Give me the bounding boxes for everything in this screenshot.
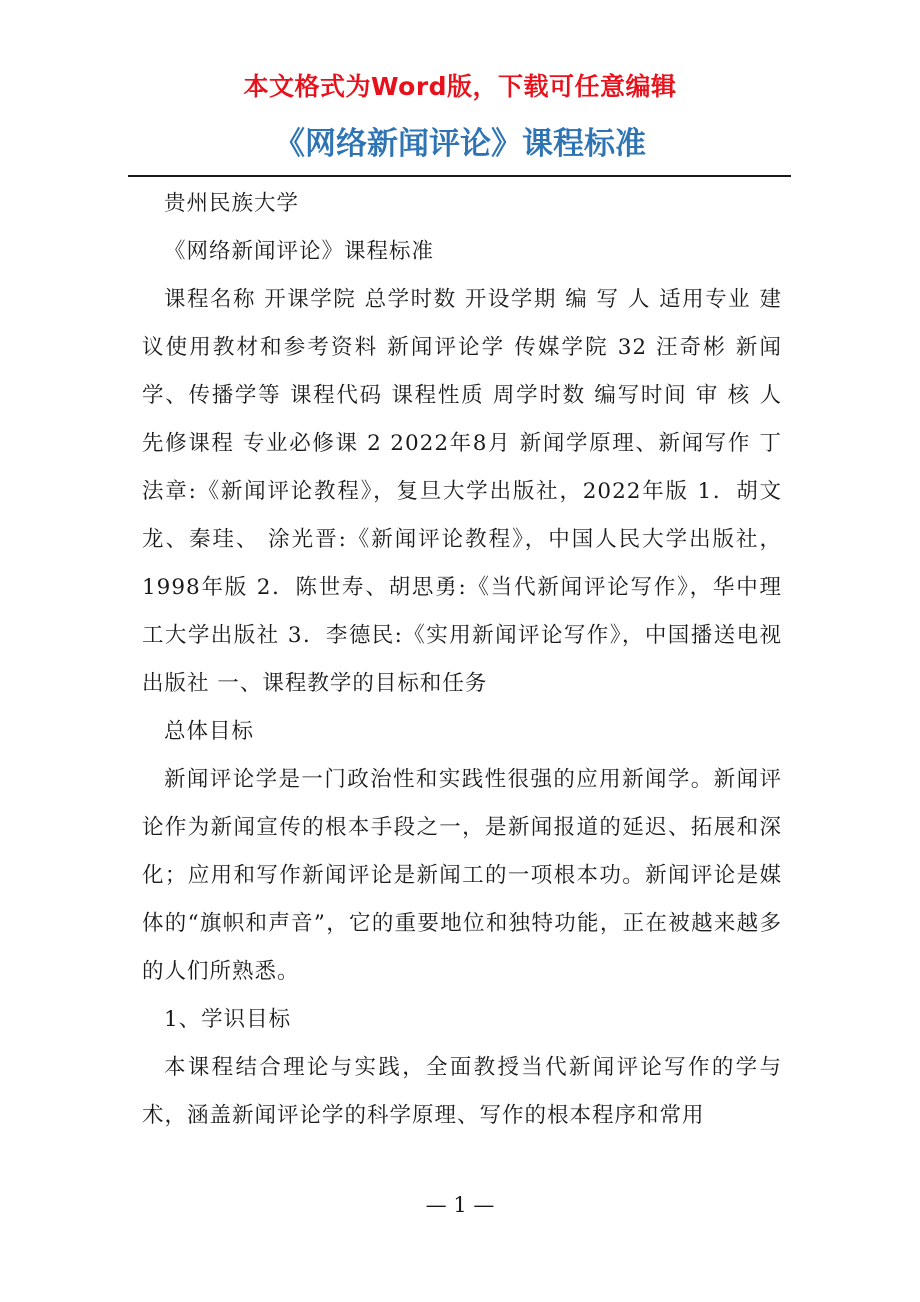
page-number: — 1 — [425,1193,495,1217]
university-name: 贵州民族大学 [164,191,300,216]
section-heading-knowledge-goal: 1、学识目标 [164,1007,292,1032]
course-info-paragraph: 课程名称 开课学院 总学时数 开设学期 编 写 人 适用专业 建议使用教材和参考资料 新闻评论学 传媒学院 32 汪奇彬 新闻学、传播学等 课程代码 课程性质 周学时数 编写时间 审 核 人 先修课程 专业必修课 2 2022年8月 新闻学原理、新闻写作 丁法章:《新闻评论教程》，复旦大学出版社，2022年版 1．胡文龙、秦珪、 涂光晋:《新闻评论教程》，中国人民大学出版社， 1998年版 2．陈世寿、胡思勇:《当代新闻评论写作》，华中理工大学出版社 3．李德民:《实用新闻评论写作》，中国播送电视出版社 一、课程教学的目标和任务 [142,287,782,696]
document-title: 《网络新闻评论》课程标准 [274,126,646,162]
knowledge-goal-paragraph: 本课程结合理论与实践，全面教授当代新闻评论写作的学与术，涵盖新闻评论学的科学原理、写作的根本程序和常用 [142,1055,782,1128]
section-heading-overall-goal: 总体目标 [164,719,255,744]
format-notice-banner: 本文格式为Word版，下载可任意编辑 [243,72,677,101]
course-standard-subtitle: 《网络新闻评论》课程标准 [164,239,435,264]
document-body [142,180,782,1140]
overall-goal-paragraph: 新闻评论学是一门政治性和实践性很强的应用新闻学。新闻评论作为新闻宣传的根本手段之一，是新闻报道的延迟、拓展和深化；应用和写作新闻评论是新闻工的一项根本功。新闻评论是媒体的“旗帜和声音”，它的重要地位和独特功能，正在被越来越多的人们所熟悉。 [142,767,782,984]
title-divider [128,175,791,177]
